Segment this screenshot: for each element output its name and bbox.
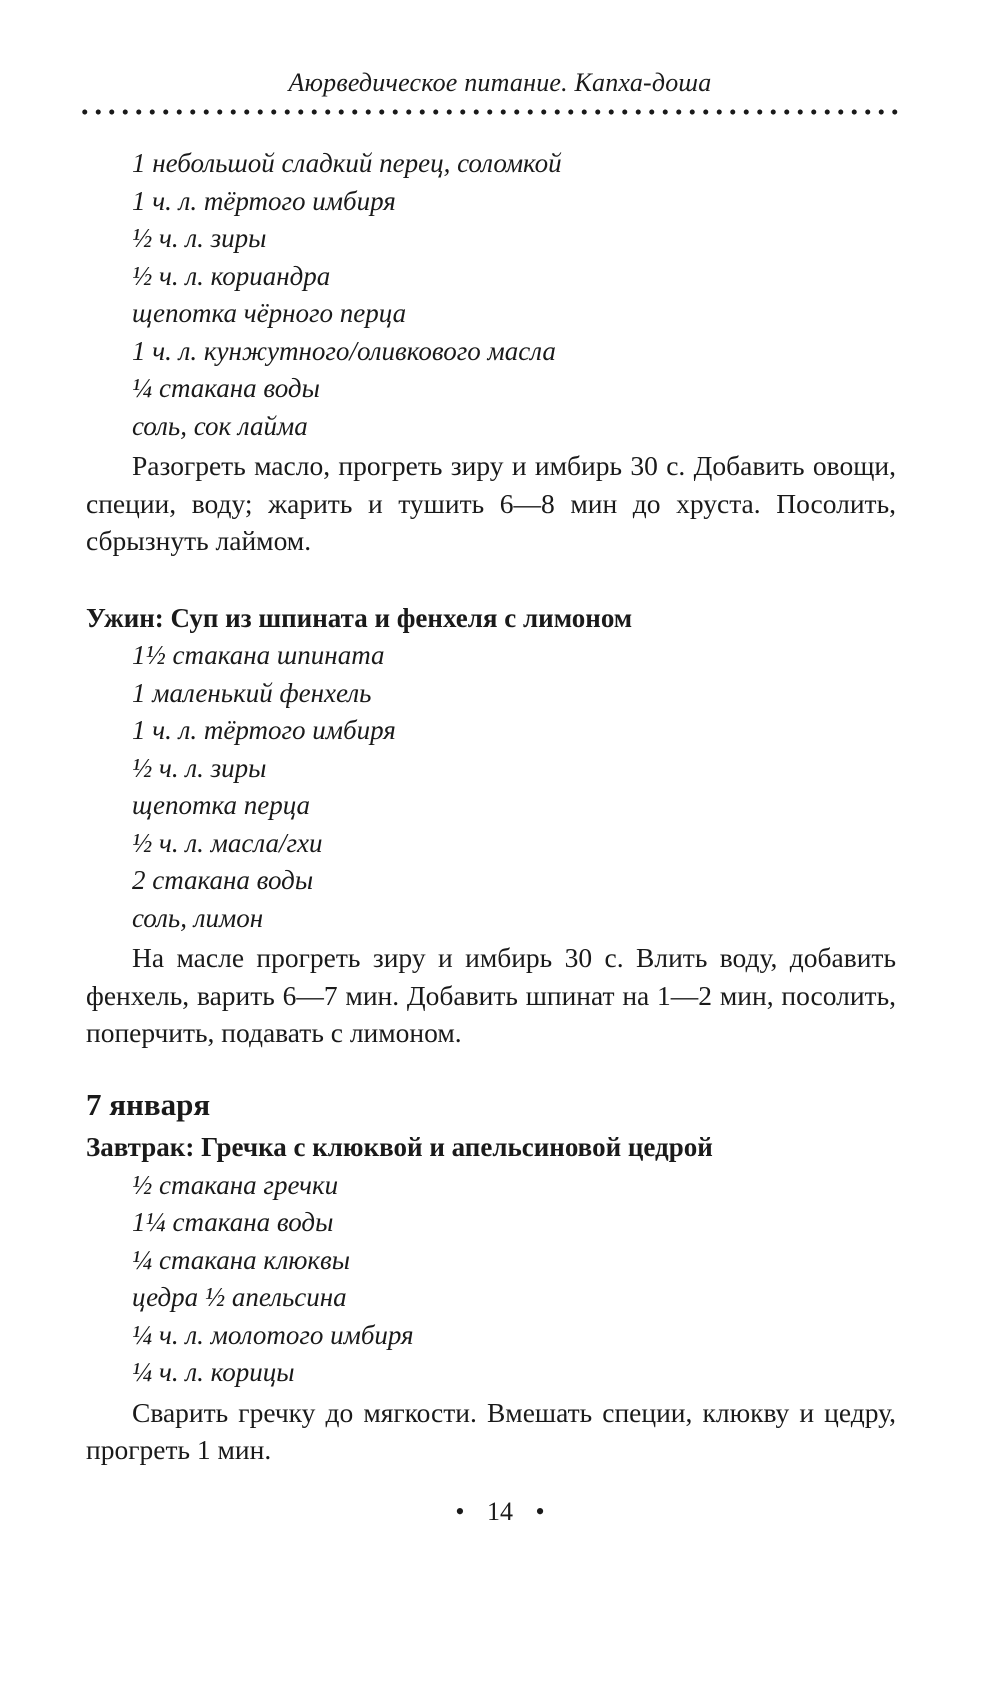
ingredient-line: 1 ч. л. тёртого имбиря — [132, 185, 396, 216]
recipe-method: Сварить гречку до мягкости. Вмешать специи, клюкву и цедру, прогреть 1 мин. — [86, 1396, 896, 1465]
recipe-section — [86, 1129, 896, 1469]
recipe-title: Ужин: Суп из шпината и фенхеля с лимоном — [86, 602, 633, 633]
recipe-method: На масле прогреть зиру и имбирь 30 с. Влить воду, добавить фенхель, варить 6—7 мин. Добавить шпинат на 1—2 мин, посолить, поперчить, подавать с лимоном. — [86, 942, 896, 1048]
ingredient-line: ½ ч. л. кориандра — [132, 260, 331, 291]
recipe-title: Завтрак: Гречка с клюквой и апельсиновой цедрой — [86, 1132, 713, 1162]
bullet-icon: • — [535, 1497, 545, 1526]
running-header: Аюрведическое питание. Капха-доша — [288, 68, 712, 97]
ingredient-line: ½ ч. л. зиры — [132, 752, 267, 783]
ingredient-line: ½ стакана гречки — [132, 1169, 339, 1200]
ingredient-line: ¼ ч. л. корицы — [132, 1357, 295, 1387]
dotted-divider — [78, 105, 900, 119]
ingredient-line: 1 маленький фенхель — [132, 677, 372, 708]
ingredient-line: соль, сок лайма — [132, 410, 308, 441]
recipe-section — [86, 145, 896, 560]
ingredient-line: 2 стакана воды — [132, 865, 314, 895]
page-content — [86, 145, 896, 1469]
ingredient-line: цедра ½ апельсина — [132, 1282, 347, 1312]
recipe-method: Разогреть масло, прогреть зиру и имбирь 30 с. Добавить овощи, специи, воду; жарить и тушить 6—8 мин до хруста. Посолить, сбрызнуть лаймом. — [86, 450, 896, 556]
ingredient-line: 1 небольшой сладкий перец, соломкой — [132, 148, 562, 178]
bullet-icon: • — [455, 1497, 465, 1526]
ingredient-line: ¼ стакана воды — [132, 373, 320, 403]
ingredient-line: ½ ч. л. масла/гхи — [132, 827, 323, 858]
ingredient-line: соль, лимон — [132, 902, 264, 933]
ingredient-line: ½ ч. л. зиры — [132, 223, 267, 253]
page-number-value: 14 — [487, 1497, 513, 1526]
ingredient-line: 1 ч. л. кунжутного/оливкового масла — [132, 335, 556, 366]
ingredient-line: 1 ч. л. тёртого имбиря — [132, 715, 396, 745]
ingredient-line: щепотка чёрного перца — [132, 298, 407, 328]
ingredient-line: ¼ ч. л. молотого имбиря — [132, 1319, 414, 1350]
recipe-section — [86, 600, 896, 1052]
ingredient-line: 1¼ стакана воды — [132, 1207, 334, 1237]
ingredient-line: ¼ стакана клюквы — [132, 1244, 351, 1275]
ingredient-line: щепотка перца — [132, 790, 311, 820]
day-heading: 7 января — [86, 1086, 211, 1122]
ingredient-line: 1½ стакана шпината — [132, 640, 385, 670]
page-number — [0, 1497, 1000, 1527]
